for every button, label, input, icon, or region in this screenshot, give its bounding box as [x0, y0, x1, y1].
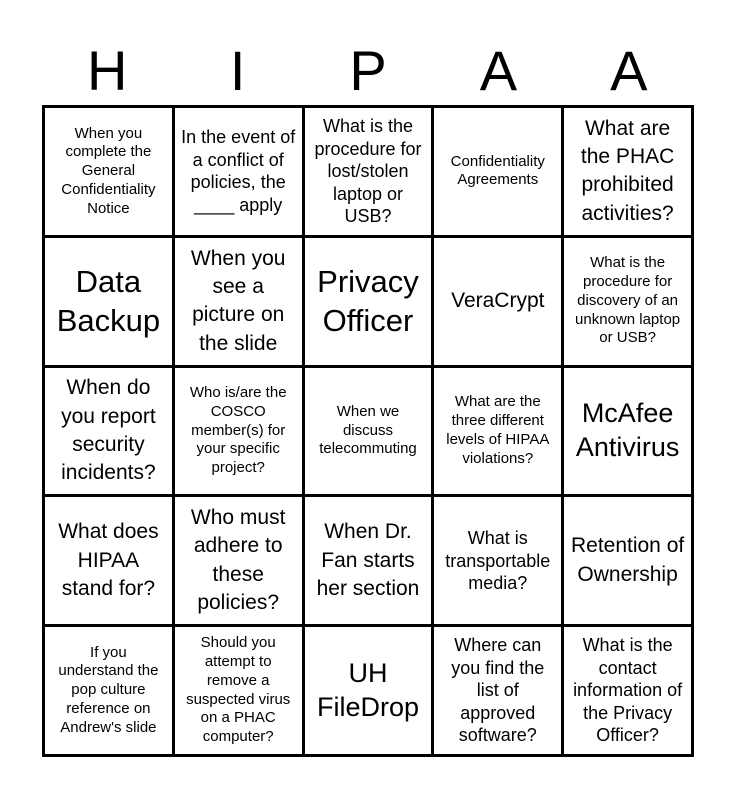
cell-text: If you understand the pop culture reference on Andrew's slide: [58, 643, 159, 736]
cell-text: Where can you find the list of approved software?: [451, 635, 545, 746]
bingo-cell[interactable]: [305, 238, 432, 365]
cell-text: What does HIPAA stand for?: [58, 520, 159, 600]
header-letter-i: I: [229, 39, 246, 102]
bingo-cell[interactable]: [45, 497, 172, 624]
bingo-cell[interactable]: [45, 627, 172, 754]
cell-text: Who is/are the COSCO member(s) for your specific project?: [189, 384, 287, 477]
bingo-cell[interactable]: [175, 627, 302, 754]
cell-text: Should you attempt to remove a suspected virus on a PHAC computer?: [186, 634, 291, 746]
cell-text: What is the procedure for lost/stolen laptop or USB?: [314, 116, 422, 227]
bingo-grid: [42, 105, 694, 757]
bingo-cell[interactable]: [45, 368, 172, 495]
cell-text: When you see a picture on the slide: [190, 246, 286, 355]
cell-text: What are the PHAC prohibited activities?: [580, 116, 675, 225]
bingo-cell[interactable]: [305, 108, 432, 235]
header-letter-h: H: [86, 39, 128, 102]
cell-text: What is the contact information of the Privacy Officer?: [573, 635, 683, 746]
bingo-cell[interactable]: [564, 368, 691, 495]
bingo-cell[interactable]: [45, 108, 172, 235]
cell-text: When you complete the General Confidentiality Notice: [61, 124, 156, 217]
cell-text: Data Backup: [56, 263, 161, 339]
cell-text: VeraCrypt: [451, 289, 545, 313]
cell-text: McAfee Antivirus: [575, 398, 680, 462]
cell-text: When Dr. Fan starts her section: [316, 520, 420, 600]
bingo-header: [42, 38, 694, 104]
cell-text: UH FileDrop: [316, 657, 419, 722]
cell-text: What is transportable media?: [445, 528, 551, 594]
bingo-cell[interactable]: [305, 627, 432, 754]
bingo-cell[interactable]: [434, 627, 561, 754]
bingo-cell[interactable]: [434, 238, 561, 365]
bingo-cell[interactable]: [434, 497, 561, 624]
cell-text: In the event of a conflict of policies, the ____ apply: [181, 127, 296, 215]
cell-text: What are the three different levels of HIPAA violations?: [446, 393, 550, 467]
bingo-cell[interactable]: [434, 368, 561, 495]
header-letter-a2: A: [610, 39, 648, 102]
cell-text: What is the procedure for discovery of an unknown laptop or USB?: [575, 254, 681, 347]
bingo-cell[interactable]: [305, 497, 432, 624]
bingo-cell[interactable]: [175, 497, 302, 624]
bingo-cell[interactable]: [564, 627, 691, 754]
header-letter-p: P: [349, 39, 387, 102]
cell-text: Retention of Ownership: [570, 534, 685, 586]
bingo-cell[interactable]: [175, 108, 302, 235]
cell-text: When we discuss telecommuting: [319, 402, 417, 458]
header-letter-a1: A: [479, 39, 518, 102]
bingo-cell[interactable]: [175, 238, 302, 365]
bingo-cell[interactable]: [434, 108, 561, 235]
cell-text: When do you report security incidents?: [61, 376, 156, 485]
bingo-cell[interactable]: [305, 368, 432, 495]
bingo-cell[interactable]: [175, 368, 302, 495]
bingo-cell[interactable]: [564, 238, 691, 365]
bingo-cell[interactable]: [564, 108, 691, 235]
cell-text: Privacy Officer: [317, 263, 419, 339]
cell-text: Who must adhere to these policies?: [190, 506, 286, 615]
bingo-cell[interactable]: [45, 238, 172, 365]
bingo-cell[interactable]: [564, 497, 691, 624]
cell-text: Confidentiality Agreements: [450, 152, 545, 189]
